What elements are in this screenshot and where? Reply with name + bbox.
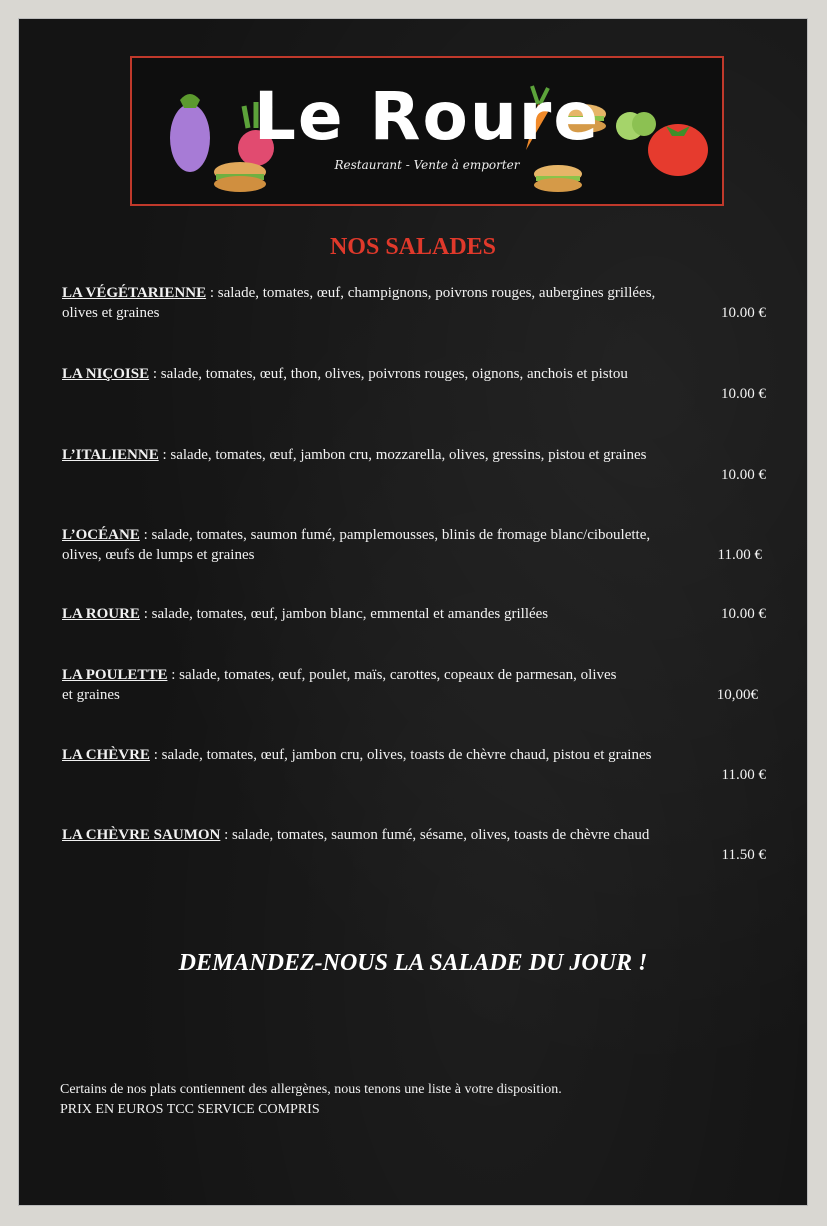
menu-item	[62, 825, 766, 863]
item-description-line2: olives et graines	[62, 305, 160, 321]
price-notice: PRIX EN EUROS TCC SERVICE COMPRIS	[60, 1102, 320, 1117]
item-description-line2: olives, œufs de lumps et graines	[62, 547, 255, 563]
item-name: LA NIÇOISE	[62, 366, 150, 382]
item-name: LA ROURE	[62, 606, 140, 622]
item-description: : salade, tomates, œuf, thon, olives, poivrons rouges, oignons, anchois et pistou	[149, 366, 628, 382]
item-name: LA CHÈVRE	[62, 747, 150, 763]
section-title: NOS SALADES	[329, 234, 497, 260]
item-price: 11.50 €	[721, 847, 766, 863]
item-description: : salade, tomates, œuf, jambon cru, olives, toasts de chèvre chaud, pistou et graines	[149, 747, 652, 763]
item-price: 10.00 €	[721, 305, 766, 321]
salad-of-the-day-callout: DEMANDEZ-NOUS LA SALADE DU JOUR !	[178, 950, 648, 976]
item-name: L’OCÉANE	[62, 527, 140, 543]
menu-item	[62, 525, 766, 565]
logo-frame	[130, 56, 724, 206]
item-name: LA CHÈVRE SAUMON	[62, 827, 221, 843]
logo-wordmark: Le Roure	[253, 78, 601, 155]
menu-item	[62, 364, 766, 402]
menu-item	[62, 445, 766, 483]
item-price: 10.00 €	[721, 467, 766, 483]
item-description: : salade, tomates, œuf, poulet, maïs, carottes, copeaux de parmesan, olives	[167, 667, 617, 683]
item-price: 10.00 €	[721, 606, 766, 622]
item-name: L’ITALIENNE	[62, 447, 159, 463]
item-description: : salade, tomates, œuf, jambon cru, mozzarella, olives, gressins, pistou et graines	[158, 447, 647, 463]
item-description: : salade, tomates, saumon fumé, pamplemousses, blinis de fromage blanc/ciboulette,	[139, 527, 651, 543]
logo-tagline: Restaurant - Vente à emporter	[334, 158, 520, 172]
menu-sheet	[18, 18, 808, 1206]
item-description: : salade, tomates, œuf, jambon blanc, emmental et amandes grillées	[139, 606, 549, 622]
menu-item	[62, 665, 766, 705]
menu-item	[62, 283, 766, 323]
item-description-line2: et graines	[62, 687, 120, 703]
menu-item	[62, 604, 766, 624]
item-description: : salade, tomates, œuf, champignons, poivrons rouges, aubergines grillées,	[206, 285, 656, 301]
footer-notes	[60, 1080, 562, 1120]
item-price: 10,00€	[716, 687, 758, 703]
item-description: : salade, tomates, saumon fumé, sésame, olives, toasts de chèvre chaud	[220, 827, 650, 843]
item-price: 10.00 €	[721, 386, 766, 402]
item-name: LA VÉGÉTARIENNE	[62, 285, 207, 301]
item-name: LA POULETTE	[62, 667, 168, 683]
item-price: 11.00 €	[721, 767, 766, 783]
menu-item	[62, 745, 766, 783]
allergen-notice: Certains de nos plats contiennent des allergènes, nous tenons une liste à votre disposition.	[60, 1082, 562, 1097]
item-price: 11.00 €	[717, 547, 762, 563]
